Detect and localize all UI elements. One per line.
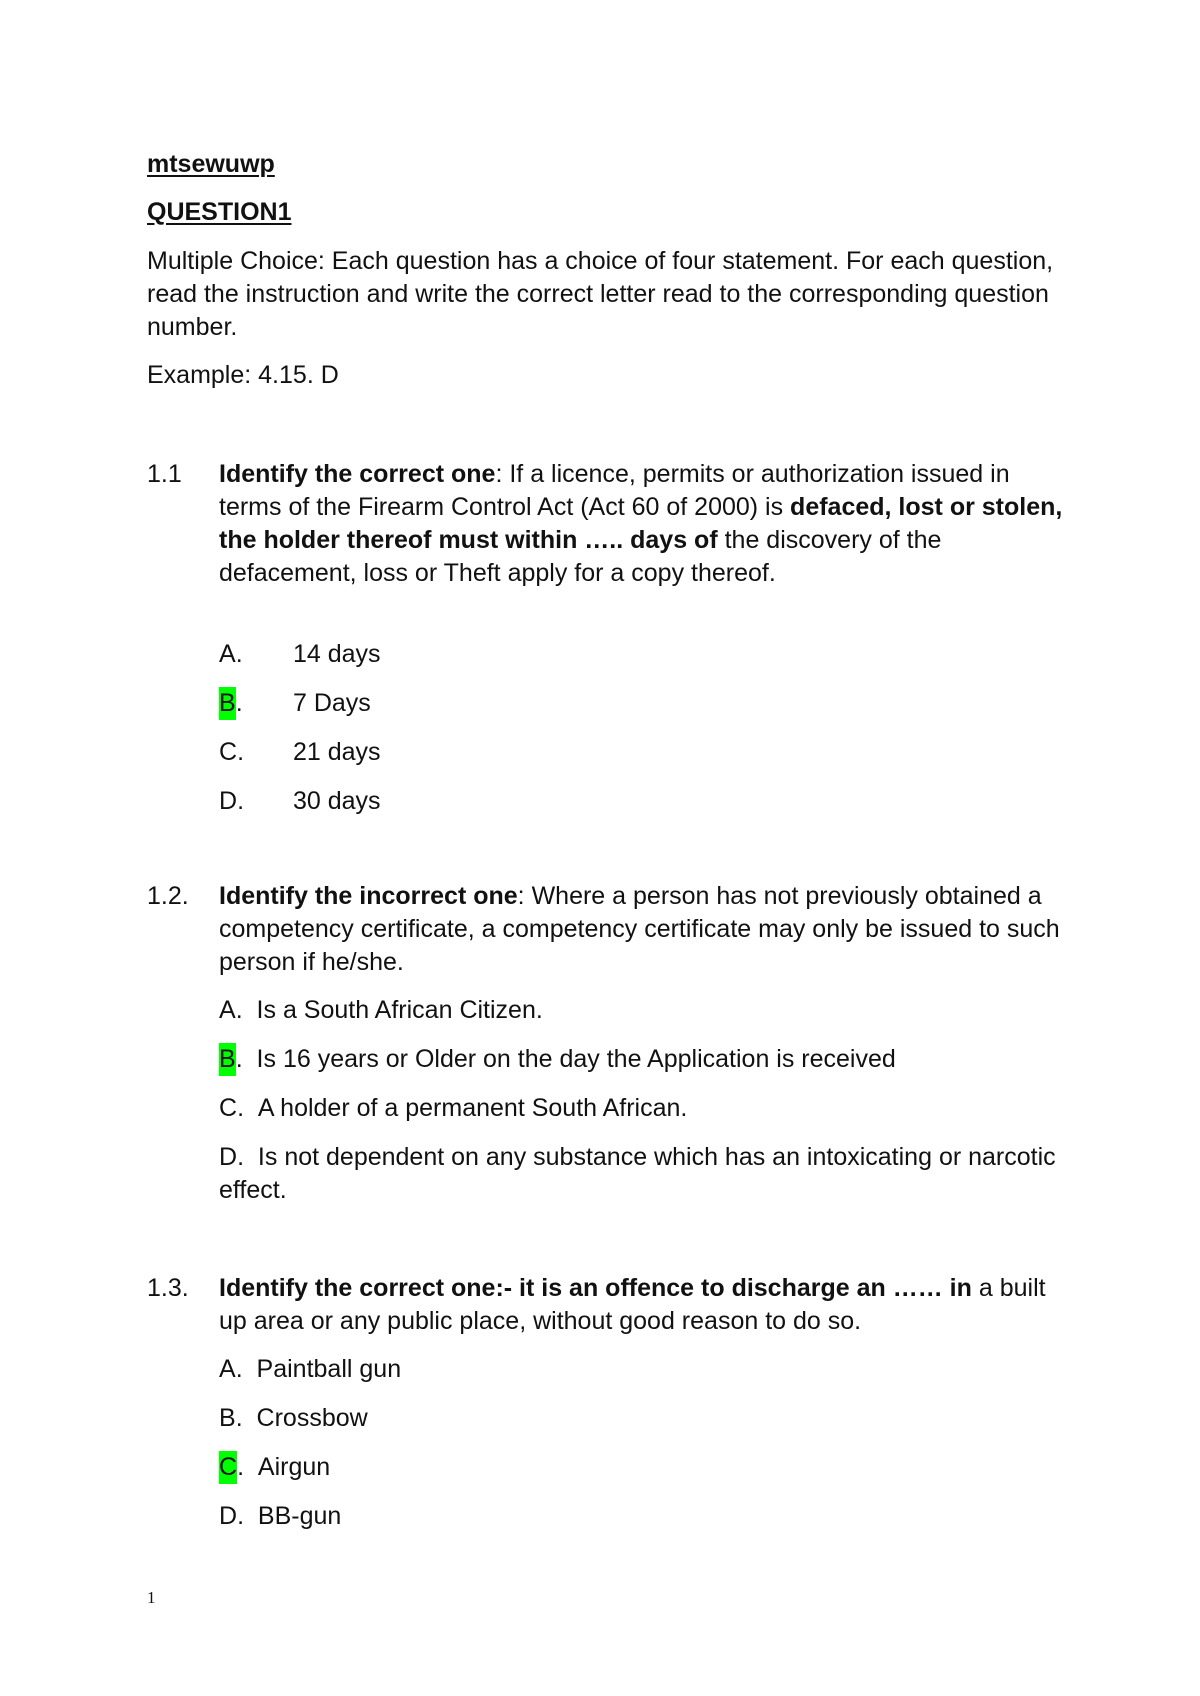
option-text: Is not dependent on any substance which has an intoxicating or narcotic effect. <box>219 1143 1056 1204</box>
document-code: mtsewuwp <box>147 150 275 178</box>
option-letter: D <box>219 787 238 815</box>
option-letter: B <box>219 1404 236 1432</box>
question-body-bold: it is an offence to discharge an …… in <box>512 1274 972 1302</box>
question-instruction: Identify the incorrect one <box>219 882 518 910</box>
option-letter: C <box>219 1094 238 1122</box>
question-sep: : <box>517 882 532 910</box>
option-text: 14 days <box>293 640 381 668</box>
option-text: Airgun <box>257 1453 331 1481</box>
option-letter: A <box>219 1355 236 1383</box>
option-letter: A <box>219 640 236 668</box>
option-letter-highlighted: B <box>219 1043 236 1076</box>
question-instruction: Identify the correct one <box>219 460 496 488</box>
option-c <box>219 1451 330 1484</box>
question-body-bold: defaced, lost or stolen, the holder thereof must within ….. days of <box>219 493 1063 554</box>
option-text: Crossbow <box>256 1404 368 1432</box>
option-text: 30 days <box>293 787 381 815</box>
option-text: A holder of a permanent South African. <box>257 1094 688 1122</box>
option-dot: . <box>235 996 243 1024</box>
question-body-rest: the discovery of the defacement, loss or Theft apply for a copy thereof. <box>219 526 942 587</box>
option-dot: . <box>235 1355 243 1383</box>
question-number: 1.2. <box>147 882 189 910</box>
question-number: 1.3. <box>147 1274 189 1302</box>
option-text: Is a South African Citizen. <box>256 996 543 1024</box>
option-text: BB-gun <box>257 1502 342 1530</box>
option-text: 21 days <box>293 738 381 766</box>
option-d <box>219 785 381 818</box>
option-c <box>219 1092 687 1125</box>
option-dot: . <box>237 787 245 815</box>
option-letter: D <box>219 1143 238 1171</box>
example-line: Example: 4.15. D <box>147 361 339 389</box>
option-text: Paintball gun <box>256 1355 402 1383</box>
option-dot: . <box>237 1502 245 1530</box>
option-letter-highlighted: B <box>219 687 236 720</box>
question-title: QUESTION1 <box>147 198 292 226</box>
question-text <box>219 458 1079 590</box>
question-body: a built up area or any public place, without good reason to do so. <box>219 1274 1046 1335</box>
option-dot: . <box>237 1094 245 1122</box>
option-b <box>219 687 371 720</box>
option-letter-highlighted: C <box>219 1451 237 1484</box>
option-d <box>219 1500 341 1533</box>
option-letter: A <box>219 996 236 1024</box>
option-dot: . <box>235 1045 243 1073</box>
option-dot: . <box>235 1404 243 1432</box>
option-dot: . <box>235 640 243 668</box>
option-a <box>219 638 381 671</box>
option-dot: . <box>237 738 245 766</box>
option-d <box>219 1141 1079 1207</box>
option-letter: D <box>219 1502 238 1530</box>
question-number: 1.1 <box>147 460 182 488</box>
option-text: 7 Days <box>293 689 371 717</box>
option-letter: C <box>219 738 238 766</box>
question-text <box>219 1272 1079 1338</box>
option-c <box>219 736 381 769</box>
question-body: If a licence, permits or authorization issued in terms of the Firearm Control Act (Act 60 of 2000) is <box>219 460 1010 521</box>
instructions: Multiple Choice: Each question has a choice of four statement. For each question, read the instruction and write the correct letter read to the corresponding question number. <box>147 247 1054 341</box>
option-text: Is 16 years or Older on the day the Application is received <box>256 1045 896 1073</box>
option-dot: . <box>235 689 243 717</box>
question-body: Where a person has not previously obtained a competency certificate, a competency certificate may only be issued to such person if he/she. <box>219 882 1060 976</box>
question-instruction: Identify the correct one:- <box>219 1274 513 1302</box>
option-a <box>219 994 543 1027</box>
option-dot: . <box>237 1143 245 1171</box>
page-number: 1 <box>147 1588 156 1607</box>
option-dot: . <box>237 1453 245 1481</box>
question-text <box>219 880 1079 979</box>
option-b <box>219 1402 368 1435</box>
option-b <box>219 1043 896 1076</box>
question-sep: : <box>495 460 510 488</box>
option-a <box>219 1353 401 1386</box>
